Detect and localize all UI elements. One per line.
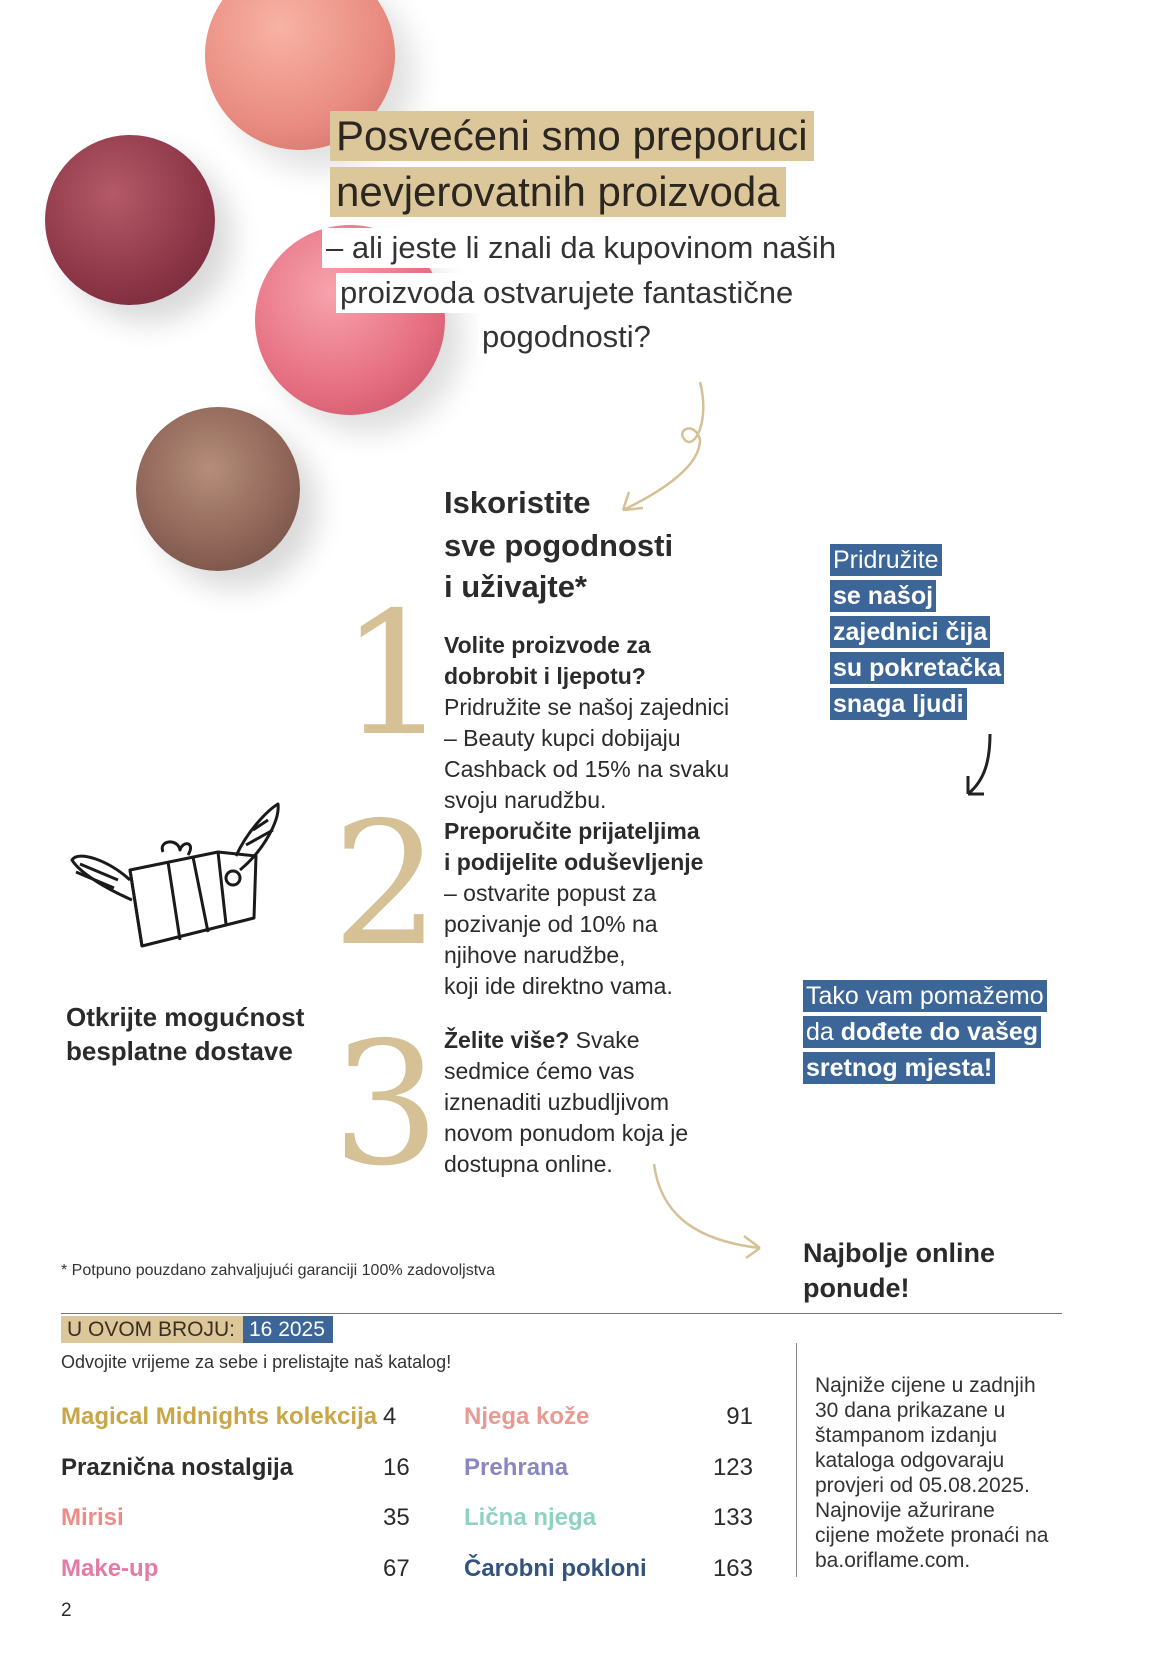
price-note: Najniže cijene u zadnjih 30 dana prikazane u štampanom izdanju kataloga odgovaraju provjeri od 05.08.2025. Najnovije ažurirane cijene možete pronaći na ba.oriflame.com. — [815, 1374, 1049, 1572]
happy-place-callout: Tako vam pomažemo da dođete do vašeg sretnog mjesta! — [803, 980, 1047, 1088]
page-number: 2 — [61, 1600, 72, 1621]
toc-page-number: 163 — [712, 1555, 753, 1582]
subheadline-line3: pogodnosti? — [478, 317, 655, 357]
toc-page-number: 16 — [383, 1454, 410, 1481]
issue-label: U OVOM BROJU: — [61, 1316, 243, 1343]
headline-line1: Posvećeni smo preporuci — [330, 111, 814, 161]
toc-item[interactable]: Magical Midnights kolekcija — [61, 1403, 378, 1430]
toc-item[interactable]: Lična njega — [464, 1504, 597, 1531]
toc-item[interactable]: Njega kože — [464, 1403, 590, 1430]
headline-line2: nevjerovatnih proizvoda — [330, 167, 786, 217]
curved-arrow-icon — [615, 380, 715, 520]
community-callout: Pridružite se našoj zajednici čija su pokretačka snaga ljudi — [830, 544, 1004, 724]
benefit-3: Želite više? Svake sedmice ćemo vas iznenaditi uzbudljivom novom ponudom koja je dostupna online. — [444, 1027, 689, 1177]
toc-page-number: 91 — [726, 1403, 753, 1430]
toc-item[interactable]: Praznična nostalgija — [61, 1454, 294, 1481]
benefits-title-3: i uživajte* — [444, 569, 587, 604]
vertical-divider — [796, 1343, 797, 1577]
burgundy-blush-ball — [45, 135, 215, 305]
step-number-2: 2 — [332, 786, 441, 984]
curved-arrow-right-icon — [650, 1160, 770, 1260]
benefit-2: Preporučite prijateljima i podijelite oduševljenje – ostvarite popust za pozivanje od 10% na njihove narudžbe, koji ide direktno vama. — [444, 818, 704, 999]
best-offers-text: Najbolje online ponude! — [803, 1238, 996, 1303]
toc-item[interactable]: Make-up — [61, 1555, 159, 1582]
toc-page-number: 67 — [383, 1555, 410, 1582]
bronze-blush-ball — [136, 407, 300, 571]
benefit-1: Volite proizvode za dobrobit i ljepotu? Pridružite se našoj zajednici – Beauty kupci dobijaju Cashback od 15% na svaku svoju narudžbu. — [444, 632, 730, 813]
divider — [61, 1313, 1062, 1314]
benefits-title-1: Iskoristite — [444, 485, 591, 520]
free-delivery-text: Otkrijte mogućnost besplatne dostave — [66, 1002, 305, 1066]
subheadline-line1: – ali jeste li znali da kupovinom naših — [322, 228, 840, 268]
issue-number: 16 2025 — [243, 1316, 333, 1343]
step-number-1: 1 — [340, 576, 449, 774]
toc-page-number: 35 — [383, 1504, 410, 1531]
subheadline-line2: proizvoda ostvarujete fantastične — [336, 273, 797, 313]
toc-page-number: 4 — [383, 1403, 397, 1430]
step-number-3: 3 — [332, 1006, 441, 1204]
toc-item[interactable]: Čarobni pokloni — [464, 1555, 647, 1582]
toc-page-number: 123 — [712, 1454, 753, 1481]
issue-tagline: Odvojite vrijeme za sebe i prelistajte naš katalog! — [61, 1352, 452, 1372]
toc-page-number: 133 — [712, 1504, 753, 1531]
down-arrow-icon — [960, 730, 1000, 800]
benefits-title-2: sve pogodnosti — [444, 528, 674, 563]
flying-gift-icon — [68, 800, 283, 950]
toc-item[interactable]: Mirisi — [61, 1504, 124, 1531]
footnote: * Potpuno pouzdano zahvaljujući garanciji 100% zadovoljstva — [61, 1262, 496, 1279]
toc-item[interactable]: Prehrana — [464, 1454, 569, 1481]
